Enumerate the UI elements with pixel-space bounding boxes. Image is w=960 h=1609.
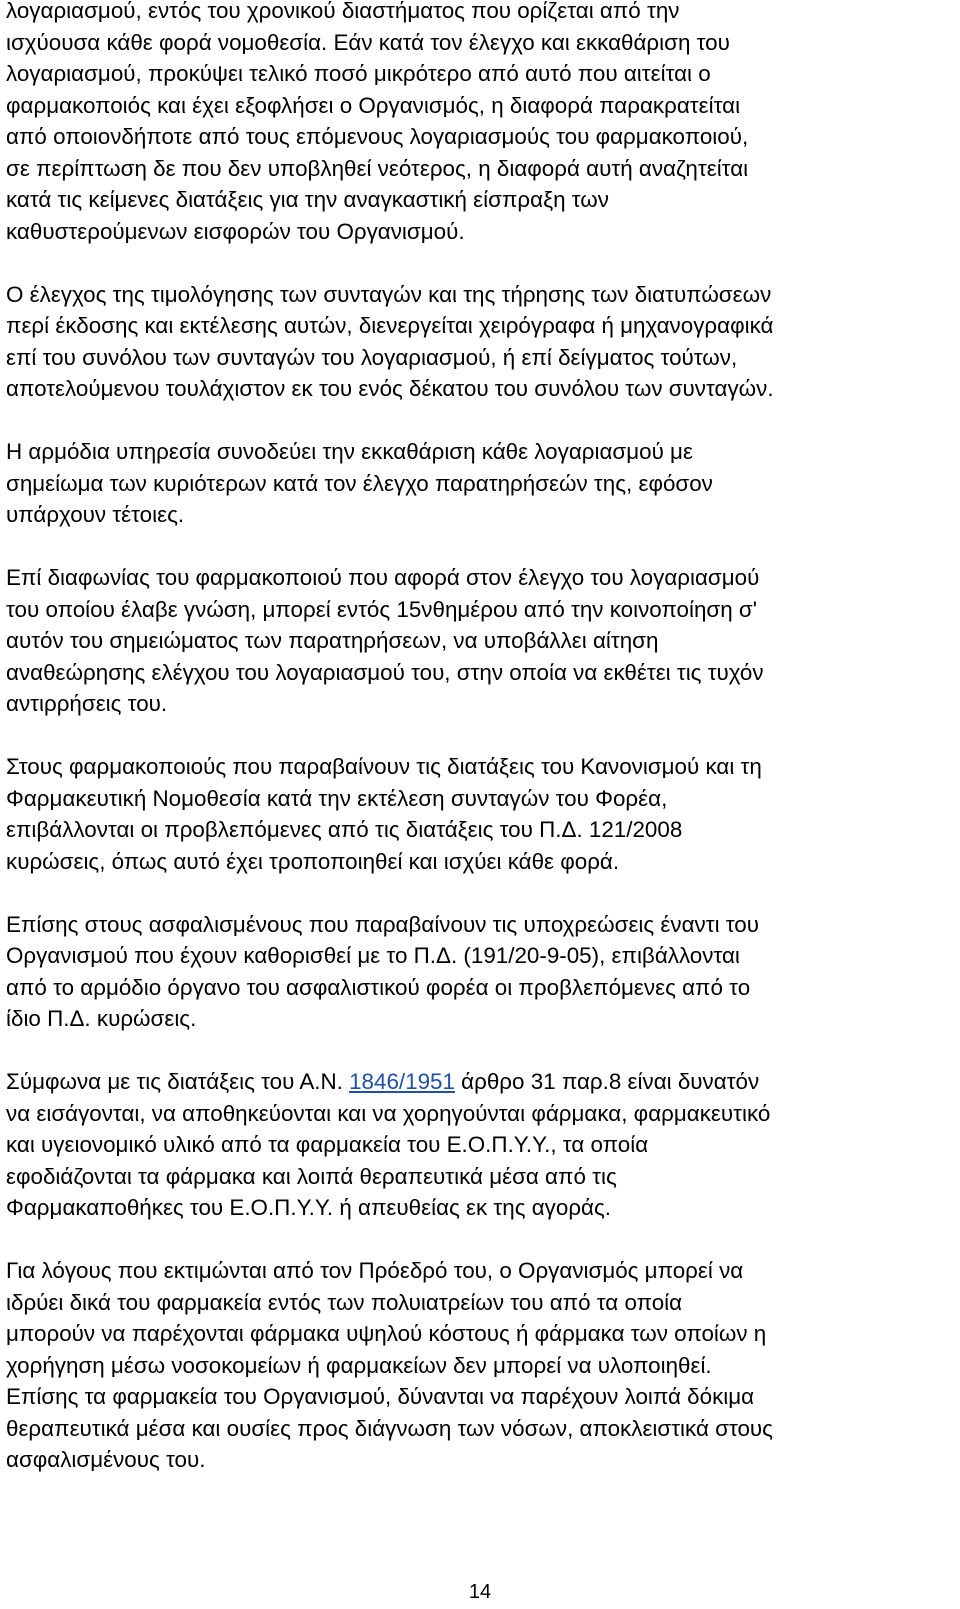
text-line: ίδιο Π.Δ. κυρώσεις. xyxy=(6,1006,197,1031)
text-line: από οποιονδήποτε από τους επόμενους λογαριασμούς του φαρμακοποιού, xyxy=(6,124,749,149)
text-line: να εισάγονται, να αποθηκεύονται και να χορηγούνται φάρμακα, φαρμακευτικό xyxy=(6,1100,771,1126)
text-line: εφοδιάζονται τα φάρμακα και λοιπά θεραπευτικά μέσα από τις xyxy=(6,1163,617,1189)
text-line: Επίσης στους ασφαλισμένους που παραβαίνουν τις υποχρεώσεις έναντι του xyxy=(6,911,759,937)
text-line xyxy=(6,1066,956,1098)
text-line: υπάρχουν τέτοιες. xyxy=(6,502,185,527)
text-line: θεραπευτικά μέσα και ουσίες προς διάγνωση των νόσων, αποκλειστικά στους xyxy=(6,1415,773,1441)
text-line: λογαριασμού, προκύψει τελικό ποσό μικρότερο από αυτό που αιτείται ο xyxy=(6,61,711,86)
paragraph-own-pharmacies xyxy=(6,1255,956,1476)
text-line: Για λόγους που εκτιμώνται από τον Πρόεδρό του, ο Οργανισμός μπορεί να xyxy=(6,1258,744,1283)
document-page xyxy=(6,0,956,1507)
text-line: Επί διαφωνίας του φαρμακοποιού που αφορά στον έλεγχο του λογαριασμού xyxy=(6,565,760,590)
text-line: ασφαλισμένους του. xyxy=(6,1447,206,1472)
text-line: Φαρμακευτική Νομοθεσία κατά την εκτέλεση συνταγών του Φορέα, xyxy=(6,785,668,811)
paragraph-insured-sanctions xyxy=(6,909,956,1035)
text-line: αποτελούμενου τουλάχιστον εκ του ενός δέκατου του συνόλου των συνταγών. xyxy=(6,376,774,401)
text-line: από το αρμόδιο όργανο του ασφαλιστικού φορέα οι προβλεπόμενες από το xyxy=(6,974,751,1000)
text-line: Στους φαρμακοποιούς που παραβαίνουν τις διατάξεις του Κανονισμού και τη xyxy=(6,754,762,779)
text-line: Επίσης τα φαρμακεία του Οργανισμού, δύνανται να παρέχουν λοιπά δόκιμα xyxy=(6,1384,755,1409)
paragraph-dispute-review xyxy=(6,562,956,720)
text-line: Η αρμόδια υπηρεσία συνοδεύει την εκκαθάριση κάθε λογαριασμού με xyxy=(6,439,693,464)
page-number: 14 xyxy=(468,1581,492,1603)
law-link[interactable]: 1846/1951 xyxy=(349,1069,455,1094)
text-line: Οργανισμού που έχουν καθορισθεί με το Π.Δ. (191/20-9-05), επιβάλλονται xyxy=(6,943,740,968)
text-segment: Σύμφωνα με τις διατάξεις του Α.Ν. xyxy=(6,1069,350,1094)
text-line: μπορούν να παρέχονται φάρμακα υψηλού κόστους ή φάρμακα των οποίων η xyxy=(6,1321,767,1346)
text-line: σε περίπτωση δε που δεν υποβληθεί νεότερος, η διαφορά αυτή αναζητείται xyxy=(6,155,749,181)
text-line: επί του συνόλου των συνταγών του λογαριασμού, ή επί δείγματος τούτων, xyxy=(6,344,738,370)
text-line: του οποίου έλαβε γνώση, μπορεί εντός 15νθημέρου από την κοινοποίηση σ' xyxy=(6,596,757,622)
text-line: Ο έλεγχος της τιμολόγησης των συνταγών και της τήρησης των διατυπώσεων xyxy=(6,281,772,307)
text-line: αυτόν του σημειώματος των παρατηρήσεων, να υποβάλλει αίτηση xyxy=(6,628,659,653)
text-line: αντιρρήσεις του. xyxy=(6,691,168,716)
text-line: ισχύουσα κάθε φορά νομοθεσία. Εάν κατά τον έλεγχο και εκκαθάριση του xyxy=(6,29,730,55)
text-line: σημείωμα των κυριότερων κατά τον έλεγχο παρατηρήσεών της, εφόσον xyxy=(6,470,713,496)
paragraph-account-settlement xyxy=(6,0,956,247)
text-line: καθυστερούμενων εισφορών του Οργανισμού. xyxy=(6,218,465,244)
text-line: και υγειονομικό υλικό από τα φαρμακεία του Ε.Ο.Π.Υ.Υ., τα οποία xyxy=(6,1132,649,1157)
text-line: φαρμακοποιός και έχει εξοφλήσει ο Οργανισμός, η διαφορά παρακρατείται xyxy=(6,92,741,118)
paragraph-pricing-control xyxy=(6,279,956,405)
text-segment: άρθρο 31 παρ.8 είναι δυνατόν xyxy=(454,1069,760,1094)
text-line: επιβάλλονται οι προβλεπόμενες από τις διατάξεις του Π.Δ. 121/2008 xyxy=(6,817,683,842)
paragraph-service-note xyxy=(6,436,956,531)
text-line: Φαρμακαποθήκες του Ε.Ο.Π.Υ.Υ. ή απευθείας εκ της αγοράς. xyxy=(6,1195,612,1220)
text-line: λογαριασμού, εντός του χρονικού διαστήματος που ορίζεται από την xyxy=(6,0,680,23)
text-line: κατά τις κείμενες διατάξεις για την αναγκαστική είσπραξη των xyxy=(6,187,609,212)
paragraph-pharmacy-supply xyxy=(6,1066,956,1224)
text-line: περί έκδοσης και εκτέλεσης αυτών, διενεργείται χειρόγραφα ή μηχανογραφικά xyxy=(6,313,774,338)
text-line: αναθεώρησης ελέγχου του λογαριασμού του, στην οποία να εκθέτει τις τυχόν xyxy=(6,659,764,685)
text-line: ιδρύει δικά του φαρμακεία εντός των πολυιατρείων του από τα οποία xyxy=(6,1289,683,1315)
paragraph-pharmacist-sanctions xyxy=(6,751,956,877)
text-line: χορήγηση μέσω νοσοκομείων ή φαρμακείων δεν μπορεί να υλοποιηθεί. xyxy=(6,1352,712,1378)
text-line: κυρώσεις, όπως αυτό έχει τροποποιηθεί και ισχύει κάθε φορά. xyxy=(6,848,620,874)
